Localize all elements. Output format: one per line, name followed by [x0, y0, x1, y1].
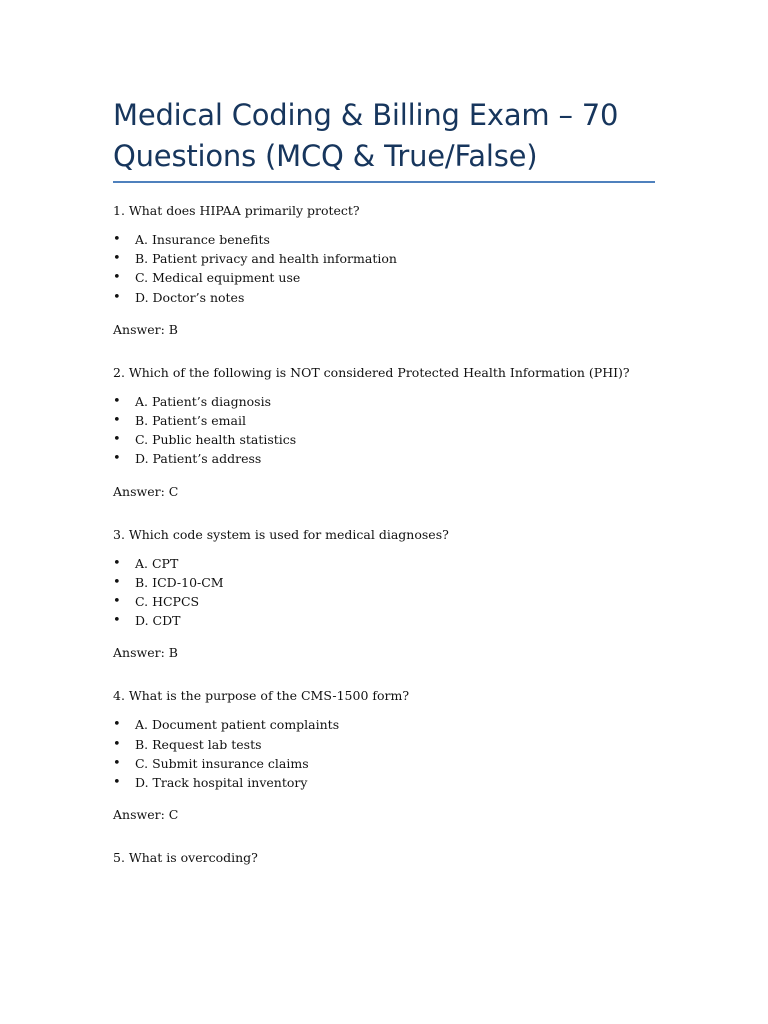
bullet-icon: •: [113, 613, 121, 629]
option-label: C. Public health statistics: [135, 432, 297, 448]
question-block: [113, 849, 655, 866]
bullet-icon: •: [113, 594, 121, 610]
option-item: [113, 611, 655, 630]
option-label: B. Patient’s email: [135, 413, 246, 429]
option-label: A. Document patient complaints: [135, 717, 340, 733]
option-list: [113, 230, 655, 307]
bullet-icon: •: [113, 232, 121, 247]
option-item: [113, 554, 655, 573]
option-item: [113, 592, 655, 611]
option-label: C. Medical equipment use: [135, 270, 301, 286]
bullet-icon: •: [113, 451, 121, 467]
option-item: [113, 754, 655, 773]
question-text: 2. Which of the following is NOT considered Protected Health Information (PHI)?: [113, 364, 630, 380]
option-item: [113, 715, 655, 734]
question-list: [113, 202, 655, 866]
option-list: [113, 715, 655, 792]
document-page: [113, 95, 655, 892]
option-item: [113, 773, 655, 792]
question-block: [113, 526, 655, 662]
option-label: C. HCPCS: [135, 594, 200, 610]
bullet-icon: •: [113, 775, 121, 791]
bullet-icon: •: [113, 289, 121, 305]
option-item: [113, 430, 655, 449]
option-label: A. CPT: [135, 555, 179, 571]
bullet-icon: •: [113, 432, 121, 448]
answer-text: Answer: B: [113, 645, 178, 661]
option-label: B. Request lab tests: [135, 736, 262, 752]
bullet-icon: •: [113, 393, 121, 409]
option-label: D. Patient’s address: [135, 451, 262, 467]
answer-text: Answer: C: [113, 807, 179, 823]
option-label: D. Track hospital inventory: [135, 775, 308, 791]
bullet-icon: •: [113, 251, 121, 267]
option-label: A. Insurance benefits: [135, 232, 270, 247]
option-label: A. Patient’s diagnosis: [135, 393, 271, 409]
bullet-icon: •: [113, 574, 121, 590]
option-item: [113, 735, 655, 754]
option-item: [113, 411, 655, 430]
question-text: 5. What is overcoding?: [113, 850, 258, 866]
bullet-icon: •: [113, 270, 121, 286]
answer-text: Answer: C: [113, 483, 179, 499]
question-block: [113, 202, 655, 338]
bullet-icon: •: [113, 755, 121, 771]
option-item: [113, 230, 655, 249]
option-label: D. Doctor’s notes: [135, 289, 245, 305]
option-label: B. ICD-10-CM: [135, 574, 224, 590]
option-list: [113, 554, 655, 631]
option-item: [113, 288, 655, 307]
answer-text: Answer: B: [113, 321, 178, 337]
option-item: [113, 573, 655, 592]
bullet-icon: •: [113, 717, 121, 733]
option-item: [113, 249, 655, 268]
question-text: 4. What is the purpose of the CMS-1500 form?: [113, 688, 410, 704]
question-block: [113, 364, 655, 500]
question-text: 3. Which code system is used for medical diagnoses?: [113, 526, 449, 542]
option-label: C. Submit insurance claims: [135, 755, 309, 771]
bullet-icon: •: [113, 736, 121, 752]
option-label: B. Patient privacy and health information: [135, 251, 397, 267]
bullet-icon: •: [113, 413, 121, 429]
document-title: Medical Coding & Billing Exam – 70 Questions (MCQ & True/False): [113, 95, 655, 183]
option-item: [113, 392, 655, 411]
option-item: [113, 449, 655, 468]
question-text: 1. What does HIPAA primarily protect?: [113, 203, 360, 218]
option-list: [113, 392, 655, 469]
bullet-icon: •: [113, 555, 121, 571]
option-label: D. CDT: [135, 613, 181, 629]
question-block: [113, 687, 655, 823]
option-item: [113, 268, 655, 287]
